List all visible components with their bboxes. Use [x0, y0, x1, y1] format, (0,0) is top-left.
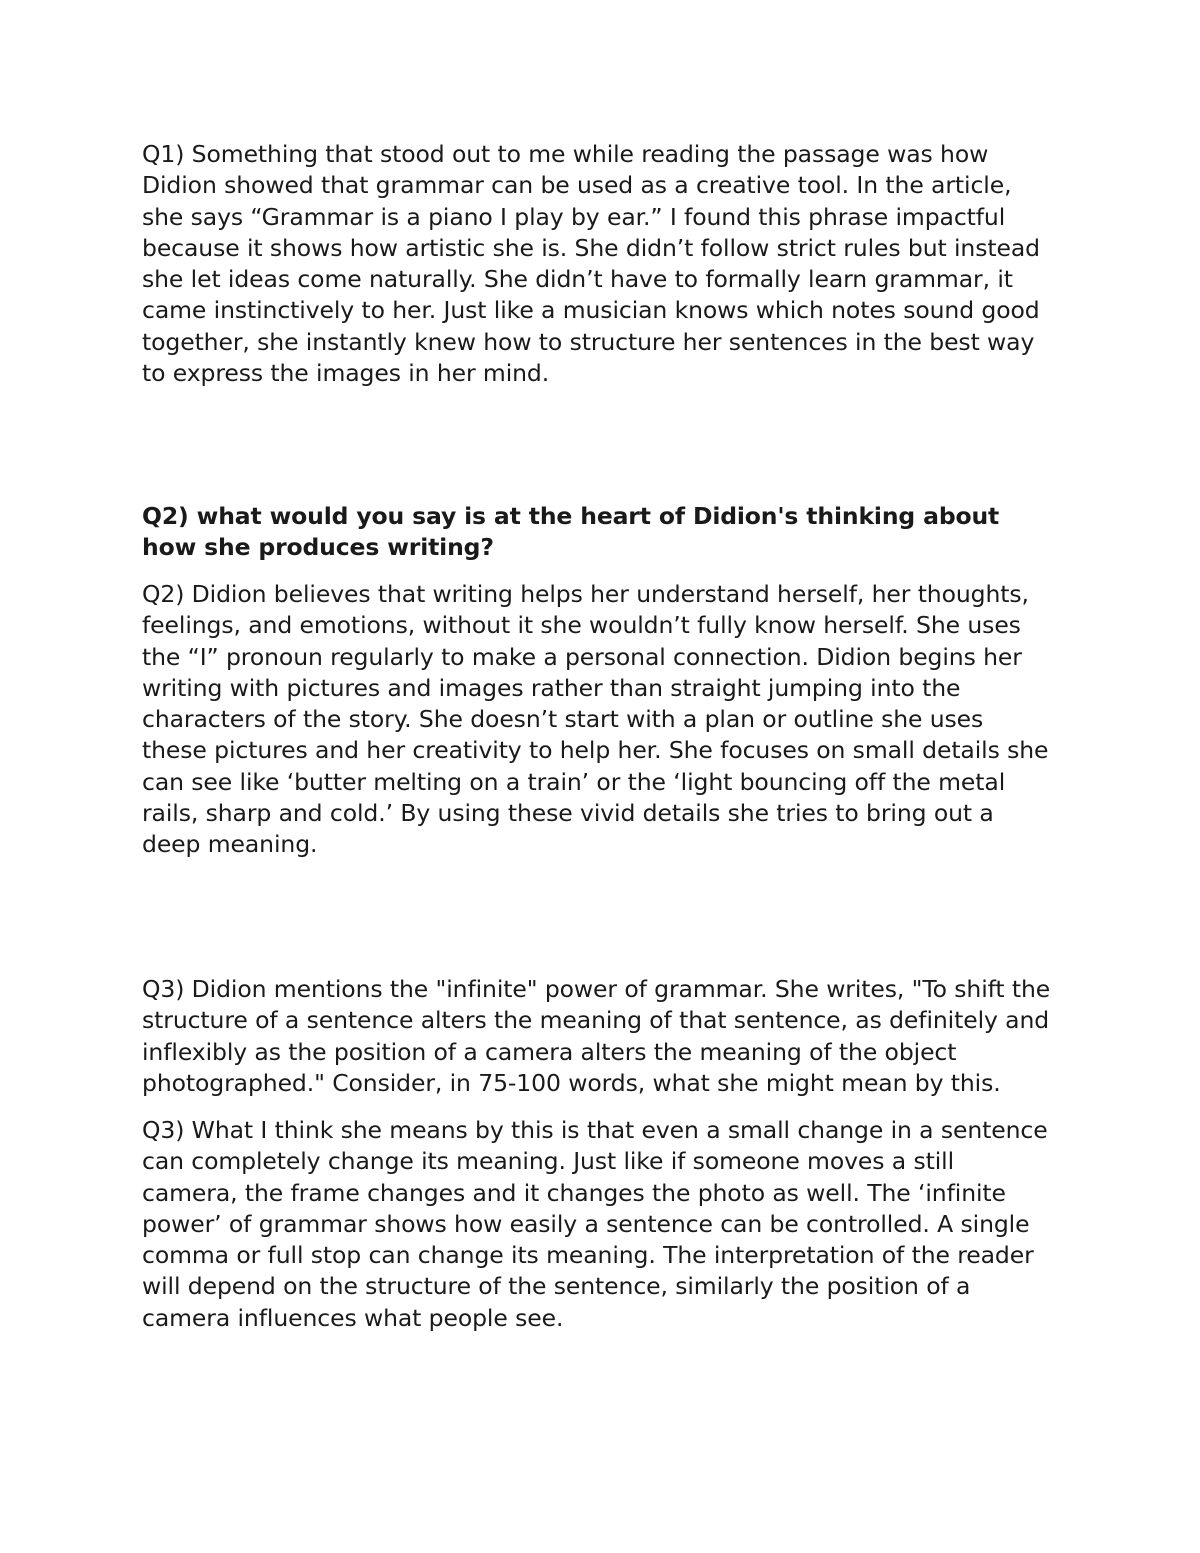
q3-question-paragraph: Q3) Didion mentions the "infinite" power of grammar. She writes, "To shift the structure of a sentence alters the meaning of that sentence, as definitely and inflexibly as the position of a camera alters the meaning of the object photographed." Consider, in 75-100 words, what she might mean by this.: [142, 975, 1051, 1097]
q1-answer-paragraph: Q1) Something that stood out to me while reading the passage was how Didion showed that grammar can be used as a creative tool. In the article, she says “Grammar is a piano I play by ear.” I found this phrase impactful because it shows how artistic she is. She didn’t follow strict rules but instead she let ideas come naturally. She didn’t have to formally learn grammar, it came instinctively to her. Just like a musician knows which notes sound good together, she instantly knew how to structure her sentences in the best way to express the images in her mind.: [142, 140, 1040, 388]
q3-answer-paragraph: Q3) What I think she means by this is that even a small change in a sentence can completely change its meaning. Just like if someone moves a still camera, the frame changes and it changes the photo as well. The ‘infinite power’ of grammar shows how easily a sentence can be controlled. A single comma or full stop can change its meaning. The interpretation of the reader will depend on the structure of the sentence, similarly the position of a camera influences what people see.: [142, 1116, 1048, 1332]
q2-question-heading: Q2) what would you say is at the heart of Didion's thinking about how she produces writing?: [142, 502, 1000, 562]
q2-answer-paragraph: Q2) Didion believes that writing helps her understand herself, her thoughts, feelings, and emotions, without it she wouldn’t fully know herself. She uses the “I” pronoun regularly to make a personal connection. Didion begins her writing with pictures and images rather than straight jumping into the characters of the story. She doesn’t start with a plan or outline she uses these pictures and her creativity to help her. She focuses on small details she can see like ‘butter melting on a train’ or the ‘light bouncing off the metal rails, sharp and cold.’ By using these vivid details she tries to bring out a deep meaning.: [142, 580, 1049, 859]
